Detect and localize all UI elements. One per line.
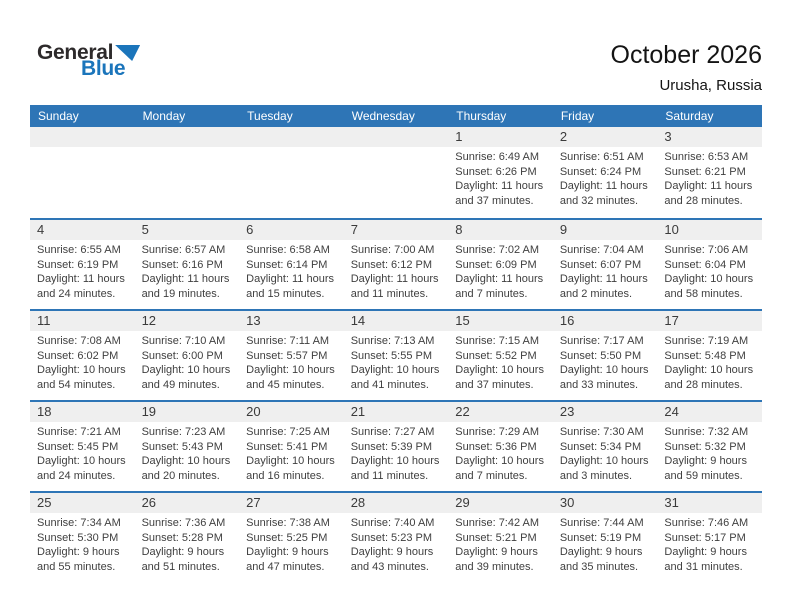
weekday-header-sunday: Sunday xyxy=(38,109,79,123)
sunset-text: Sunset: 5:36 PM xyxy=(455,440,537,453)
day-number-band xyxy=(448,127,553,147)
day-details xyxy=(657,147,762,208)
daylight-text: Daylight: 10 hours and 45 minutes. xyxy=(246,364,335,391)
week-row xyxy=(30,309,762,400)
day-number-band xyxy=(30,402,135,422)
daylight-text: Daylight: 10 hours and 7 minutes. xyxy=(455,455,544,482)
daylight-text: Daylight: 10 hours and 41 minutes. xyxy=(350,364,440,391)
daylight-text: Daylight: 9 hours and 35 minutes. xyxy=(559,546,643,573)
day-number: 24 xyxy=(664,404,679,419)
day-cell xyxy=(553,127,658,218)
day-details xyxy=(135,513,240,574)
day-cell xyxy=(344,493,449,582)
day-cell xyxy=(448,311,553,400)
sunrise-text: Sunrise: 7:08 AM xyxy=(37,335,121,347)
day-details xyxy=(30,422,135,483)
sunrise-text: Sunrise: 7:46 AM xyxy=(664,517,749,529)
sunrise-text: Sunrise: 7:21 AM xyxy=(37,426,121,438)
day-details xyxy=(448,331,553,392)
sunrise-text: Sunrise: 7:38 AM xyxy=(246,517,330,529)
day-details xyxy=(657,422,762,483)
day-cell xyxy=(657,402,762,491)
weekday-header-wednesday: Wednesday xyxy=(351,109,415,123)
day-number: 28 xyxy=(350,495,366,510)
sunrise-text: Sunrise: 7:15 AM xyxy=(455,335,540,347)
day-details xyxy=(553,147,658,208)
sunrise-text: Sunrise: 6:57 AM xyxy=(141,244,226,256)
daylight-text: Daylight: 10 hours and 58 minutes. xyxy=(664,273,754,300)
daylight-text: Daylight: 9 hours and 51 minutes. xyxy=(141,546,225,573)
day-number: 12 xyxy=(141,313,157,328)
day-cell xyxy=(239,220,344,309)
sunset-text: Sunset: 5:30 PM xyxy=(37,531,119,544)
daylight-text: Daylight: 11 hours and 11 minutes. xyxy=(350,273,439,300)
day-cell xyxy=(344,220,449,309)
day-number-band xyxy=(553,402,658,422)
day-details xyxy=(448,513,553,574)
sunrise-text: Sunrise: 7:44 AM xyxy=(559,517,644,529)
sunset-text: Sunset: 5:43 PM xyxy=(141,440,223,453)
day-cell xyxy=(30,220,135,309)
day-number: 9 xyxy=(559,222,568,237)
sunset-text: Sunset: 5:55 PM xyxy=(350,349,433,362)
sunset-text: Sunset: 6:14 PM xyxy=(246,258,328,271)
day-number-band xyxy=(448,493,553,513)
day-number-band xyxy=(135,220,240,240)
week-row xyxy=(30,127,762,218)
daylight-text: Daylight: 9 hours and 55 minutes. xyxy=(37,546,120,573)
day-cell xyxy=(657,311,762,400)
day-number-band xyxy=(239,402,344,422)
sunset-text: Sunset: 6:02 PM xyxy=(37,349,119,362)
day-cell xyxy=(448,220,553,309)
daylight-text: Daylight: 9 hours and 59 minutes. xyxy=(664,455,747,482)
sunrise-text: Sunrise: 7:04 AM xyxy=(559,244,644,256)
day-number-band xyxy=(553,220,658,240)
weekday-header-tuesday: Tuesday xyxy=(247,109,293,123)
sunrise-text: Sunrise: 7:25 AM xyxy=(246,426,330,438)
sunrise-text: Sunrise: 6:55 AM xyxy=(37,244,121,256)
day-number-band xyxy=(239,311,344,331)
day-details xyxy=(448,240,553,301)
sunrise-text: Sunrise: 6:53 AM xyxy=(664,151,749,163)
day-number: 8 xyxy=(455,222,463,237)
sunrise-text: Sunrise: 7:34 AM xyxy=(37,517,121,529)
sunset-text: Sunset: 5:45 PM xyxy=(37,440,119,453)
month-title: October 2026 xyxy=(610,41,762,69)
sunrise-text: Sunrise: 6:49 AM xyxy=(455,151,540,163)
sunrise-text: Sunrise: 7:29 AM xyxy=(455,426,540,438)
empty-day-cell xyxy=(344,127,449,218)
sunrise-text: Sunrise: 7:00 AM xyxy=(350,244,435,256)
sunrise-text: Sunrise: 7:19 AM xyxy=(664,335,749,347)
day-cell xyxy=(135,220,240,309)
daylight-text: Daylight: 11 hours and 19 minutes. xyxy=(141,273,230,300)
day-number-band xyxy=(448,402,553,422)
day-number-band xyxy=(344,402,449,422)
day-details xyxy=(239,422,344,483)
week-row xyxy=(30,218,762,309)
day-number: 21 xyxy=(350,404,366,419)
sunrise-text: Sunrise: 7:11 AM xyxy=(246,335,330,347)
day-number: 15 xyxy=(455,313,470,328)
day-number: 5 xyxy=(141,222,149,237)
sunset-text: Sunset: 6:21 PM xyxy=(664,165,746,178)
day-number: 10 xyxy=(664,222,679,237)
sunset-text: Sunset: 5:19 PM xyxy=(559,531,642,544)
daylight-text: Daylight: 9 hours and 47 minutes. xyxy=(246,546,329,573)
sunset-text: Sunset: 5:50 PM xyxy=(559,349,642,362)
weekday-header-row xyxy=(30,105,762,127)
day-number: 26 xyxy=(141,495,157,510)
day-details xyxy=(135,422,240,483)
day-cell xyxy=(657,493,762,582)
day-cell xyxy=(448,493,553,582)
daylight-text: Daylight: 10 hours and 11 minutes. xyxy=(350,455,440,482)
sunset-text: Sunset: 6:26 PM xyxy=(455,165,537,178)
sunset-text: Sunset: 5:32 PM xyxy=(664,440,746,453)
day-number: 11 xyxy=(37,313,51,328)
sunset-text: Sunset: 5:34 PM xyxy=(559,440,642,453)
daylight-text: Daylight: 11 hours and 2 minutes. xyxy=(559,273,648,300)
sunrise-text: Sunrise: 7:06 AM xyxy=(664,244,749,256)
day-number: 13 xyxy=(246,313,261,328)
day-cell xyxy=(135,493,240,582)
day-details xyxy=(448,147,553,208)
sunset-text: Sunset: 6:19 PM xyxy=(37,258,119,271)
day-cell xyxy=(448,127,553,218)
day-number: 25 xyxy=(37,495,52,510)
day-number-band xyxy=(30,220,135,240)
sunrise-text: Sunrise: 7:42 AM xyxy=(455,517,540,529)
day-number-band xyxy=(344,220,449,240)
day-details xyxy=(30,331,135,392)
day-number-band xyxy=(657,220,762,240)
day-number: 22 xyxy=(455,404,470,419)
day-number-band xyxy=(553,127,658,147)
day-details xyxy=(553,513,658,574)
day-details xyxy=(135,240,240,301)
day-details xyxy=(30,513,135,574)
daylight-text: Daylight: 10 hours and 3 minutes. xyxy=(559,455,649,482)
day-cell xyxy=(657,127,762,218)
weekday-header-monday: Monday xyxy=(142,109,186,123)
day-cell xyxy=(553,311,658,400)
logo-text-blue: Blue xyxy=(81,57,126,80)
logo-text-general: General xyxy=(37,41,114,64)
sunset-text: Sunset: 5:39 PM xyxy=(350,440,433,453)
day-number: 2 xyxy=(559,129,568,144)
sunset-text: Sunset: 6:24 PM xyxy=(559,165,642,178)
sunset-text: Sunset: 6:07 PM xyxy=(559,258,642,271)
location-subtitle: Urusha, Russia xyxy=(659,77,762,94)
sunrise-text: Sunrise: 7:10 AM xyxy=(141,335,226,347)
sunrise-text: Sunrise: 7:13 AM xyxy=(350,335,435,347)
empty-day-cell xyxy=(239,127,344,218)
day-details xyxy=(239,331,344,392)
day-number: 19 xyxy=(141,404,157,419)
sunrise-text: Sunrise: 7:27 AM xyxy=(350,426,435,438)
empty-day-cell xyxy=(30,127,135,218)
sunset-text: Sunset: 6:16 PM xyxy=(141,258,223,271)
day-number: 1 xyxy=(455,129,463,144)
title-block xyxy=(611,40,763,98)
week-row xyxy=(30,491,762,582)
day-cell xyxy=(135,311,240,400)
sunset-text: Sunset: 5:21 PM xyxy=(455,531,537,544)
sunset-text: Sunset: 5:57 PM xyxy=(246,349,328,362)
day-number: 14 xyxy=(350,313,366,328)
daylight-text: Daylight: 10 hours and 16 minutes. xyxy=(246,455,335,482)
day-number-band xyxy=(135,402,240,422)
sunset-text: Sunset: 6:00 PM xyxy=(141,349,223,362)
day-number-band xyxy=(30,127,135,147)
general-blue-logo xyxy=(37,42,140,80)
day-number: 7 xyxy=(350,222,358,237)
day-number-band xyxy=(135,311,240,331)
sunset-text: Sunset: 5:23 PM xyxy=(350,531,433,544)
day-number: 18 xyxy=(37,404,52,419)
day-cell xyxy=(344,402,449,491)
day-number-band xyxy=(657,402,762,422)
day-number: 27 xyxy=(246,495,261,510)
daylight-text: Daylight: 11 hours and 15 minutes. xyxy=(246,273,334,300)
sunrise-text: Sunrise: 6:58 AM xyxy=(246,244,330,256)
daylight-text: Daylight: 11 hours and 32 minutes. xyxy=(559,180,648,207)
day-number: 30 xyxy=(559,495,575,510)
day-number-band xyxy=(657,127,762,147)
sunrise-text: Sunrise: 7:23 AM xyxy=(141,426,226,438)
day-cell xyxy=(344,311,449,400)
daylight-text: Daylight: 11 hours and 7 minutes. xyxy=(455,273,544,300)
empty-day-cell xyxy=(135,127,240,218)
daylight-text: Daylight: 10 hours and 33 minutes. xyxy=(559,364,649,391)
day-details xyxy=(657,513,762,574)
daylight-text: Daylight: 10 hours and 49 minutes. xyxy=(141,364,231,391)
day-number: 31 xyxy=(664,495,679,510)
daylight-text: Daylight: 9 hours and 31 minutes. xyxy=(664,546,747,573)
sunrise-text: Sunrise: 6:51 AM xyxy=(559,151,644,163)
weekday-header-saturday: Saturday xyxy=(665,109,714,123)
day-number-band xyxy=(344,493,449,513)
day-details xyxy=(135,331,240,392)
day-number-band xyxy=(239,493,344,513)
day-details xyxy=(657,331,762,392)
day-details xyxy=(448,422,553,483)
day-number: 6 xyxy=(246,222,254,237)
day-details xyxy=(344,240,449,301)
day-number-band xyxy=(448,311,553,331)
day-cell xyxy=(30,311,135,400)
sunrise-text: Sunrise: 7:30 AM xyxy=(559,426,644,438)
day-details xyxy=(553,240,658,301)
sunset-text: Sunset: 6:12 PM xyxy=(350,258,433,271)
day-number-band xyxy=(30,493,135,513)
daylight-text: Daylight: 10 hours and 20 minutes. xyxy=(141,455,231,482)
weekday-header-friday: Friday xyxy=(560,109,595,123)
day-details xyxy=(344,513,449,574)
daylight-text: Daylight: 11 hours and 37 minutes. xyxy=(455,180,544,207)
daylight-text: Daylight: 11 hours and 24 minutes. xyxy=(37,273,125,300)
calendar-weeks xyxy=(30,127,762,582)
sunset-text: Sunset: 5:41 PM xyxy=(246,440,328,453)
day-cell xyxy=(135,402,240,491)
daylight-text: Daylight: 10 hours and 28 minutes. xyxy=(664,364,754,391)
sunrise-text: Sunrise: 7:40 AM xyxy=(350,517,435,529)
sunset-text: Sunset: 5:17 PM xyxy=(664,531,746,544)
daylight-text: Daylight: 10 hours and 24 minutes. xyxy=(37,455,126,482)
day-cell xyxy=(657,220,762,309)
day-number-band xyxy=(135,493,240,513)
day-number-band xyxy=(239,127,344,147)
day-cell xyxy=(448,402,553,491)
day-number: 3 xyxy=(664,129,672,144)
day-number-band xyxy=(30,311,135,331)
day-number-band xyxy=(344,127,449,147)
sunset-text: Sunset: 6:09 PM xyxy=(455,258,537,271)
day-cell xyxy=(553,220,658,309)
day-cell xyxy=(30,493,135,582)
day-cell xyxy=(239,493,344,582)
sunset-text: Sunset: 5:28 PM xyxy=(141,531,223,544)
sunset-text: Sunset: 5:52 PM xyxy=(455,349,537,362)
day-number: 20 xyxy=(246,404,261,419)
day-number: 16 xyxy=(559,313,575,328)
sunrise-text: Sunrise: 7:32 AM xyxy=(664,426,749,438)
day-details xyxy=(344,422,449,483)
day-details xyxy=(344,331,449,392)
daylight-text: Daylight: 9 hours and 39 minutes. xyxy=(455,546,538,573)
sunset-text: Sunset: 6:04 PM xyxy=(664,258,746,271)
daylight-text: Daylight: 10 hours and 54 minutes. xyxy=(37,364,126,391)
day-details xyxy=(239,240,344,301)
day-number: 4 xyxy=(37,222,45,237)
day-number-band xyxy=(657,493,762,513)
day-number: 17 xyxy=(664,313,679,328)
calendar-grid xyxy=(30,105,762,582)
sunset-text: Sunset: 5:25 PM xyxy=(246,531,328,544)
day-number-band xyxy=(448,220,553,240)
sunrise-text: Sunrise: 7:02 AM xyxy=(455,244,540,256)
daylight-text: Daylight: 11 hours and 28 minutes. xyxy=(664,180,753,207)
weekday-header-thursday: Thursday xyxy=(456,109,507,123)
day-number-band xyxy=(239,220,344,240)
day-details xyxy=(553,331,658,392)
day-number: 23 xyxy=(559,404,575,419)
day-number: 29 xyxy=(455,495,470,510)
day-cell xyxy=(239,402,344,491)
day-number-band xyxy=(135,127,240,147)
week-row xyxy=(30,400,762,491)
day-number-band xyxy=(657,311,762,331)
day-cell xyxy=(553,402,658,491)
sunset-text: Sunset: 5:48 PM xyxy=(664,349,746,362)
day-cell xyxy=(30,402,135,491)
day-number-band xyxy=(344,311,449,331)
day-details xyxy=(239,513,344,574)
sunrise-text: Sunrise: 7:17 AM xyxy=(559,335,644,347)
sunrise-text: Sunrise: 7:36 AM xyxy=(141,517,226,529)
day-number-band xyxy=(553,493,658,513)
day-cell xyxy=(239,311,344,400)
daylight-text: Daylight: 10 hours and 37 minutes. xyxy=(455,364,544,391)
day-cell xyxy=(553,493,658,582)
day-number-band xyxy=(553,311,658,331)
day-details xyxy=(30,240,135,301)
day-details xyxy=(657,240,762,301)
day-details xyxy=(553,422,658,483)
daylight-text: Daylight: 9 hours and 43 minutes. xyxy=(350,546,434,573)
